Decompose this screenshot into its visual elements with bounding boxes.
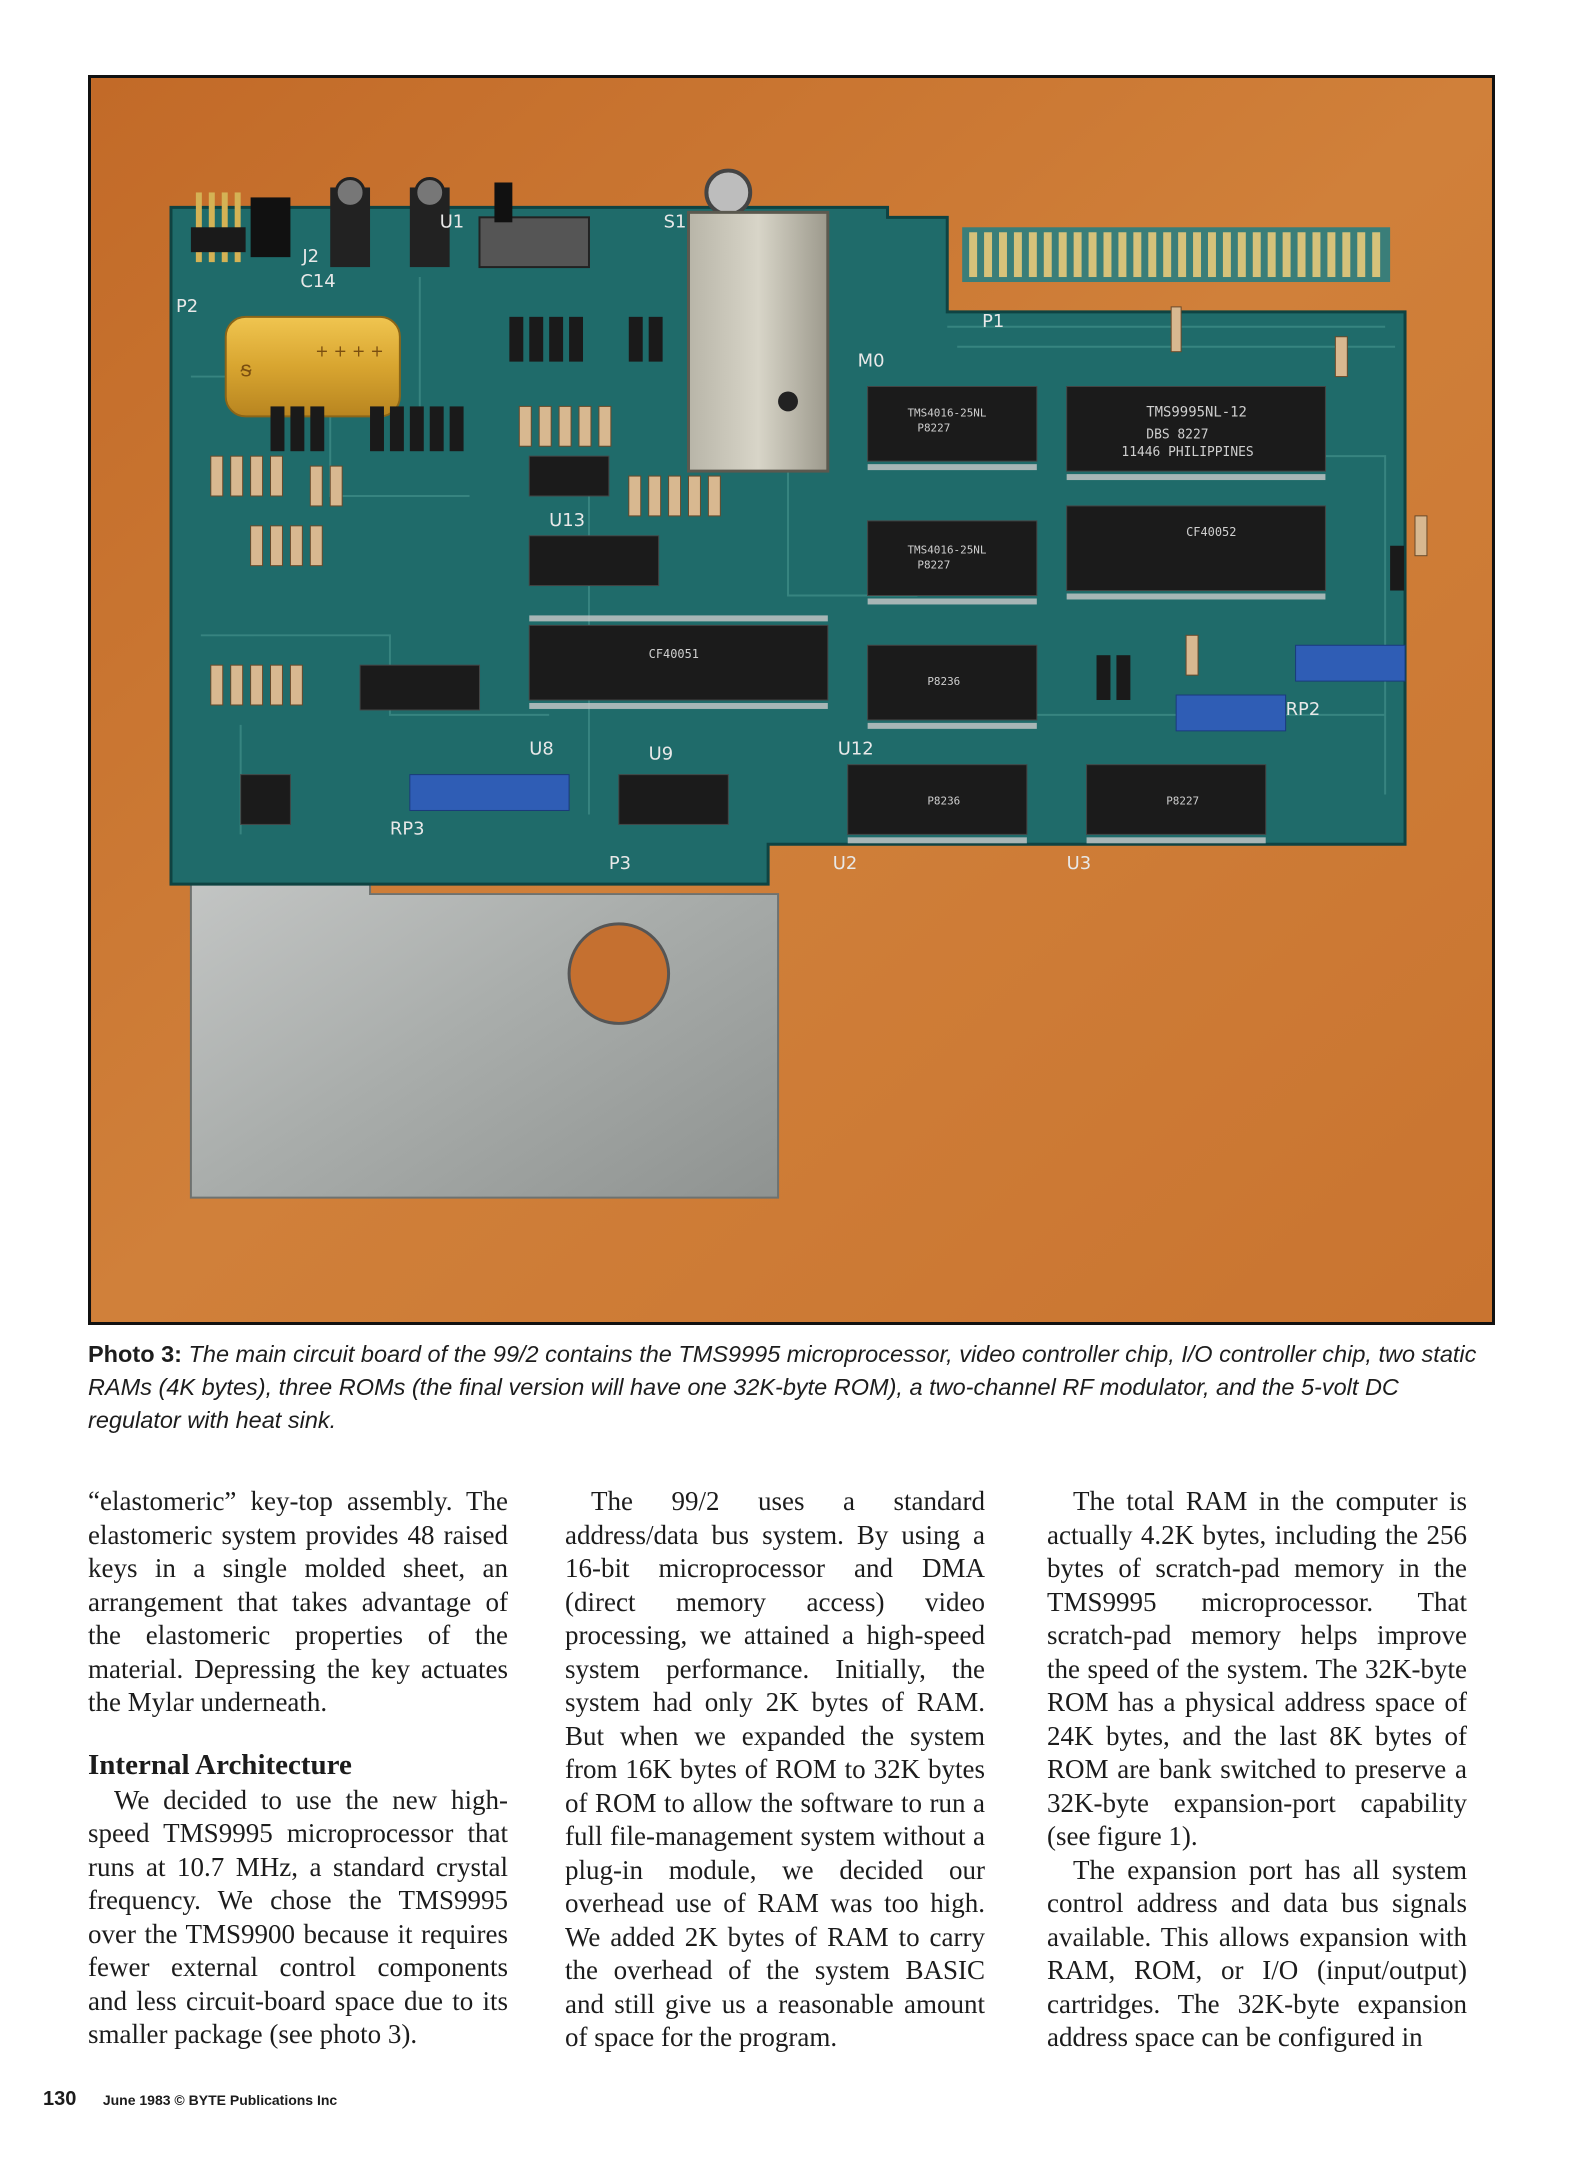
caption-text: The main circuit board of the 99/2 contains the TMS9995 microprocessor, video controller chip, I/O controller chip, two static RAMs (4K bytes), three ROMs (the final version will have one 32K-byte ROM), a two-channel RF modulator, and the 5-volt DC regulator with heat sink. (88, 1341, 1477, 1433)
svg-text:ᵴ: ᵴ (240, 357, 252, 383)
chip-label-ram1b: P8227 (917, 421, 951, 435)
silk-u8: U8 (529, 738, 554, 760)
chip-label-rom3: P8227 (1166, 794, 1200, 808)
section-heading: Internal Architecture (88, 1748, 352, 1781)
column-3-paragraph-1: The total RAM in the computer is actually 4.2K bytes, including the 256 bytes of scratch-pad memory in the TMS9995 microprocessor. That scratch-pad memory helps improve the speed of the system. The 32K-byte ROM has a physical address space of 24K bytes, and the last 8K bytes of ROM are bank switched to preserve a 32K-byte expansion-port capability (see figure 1). (1047, 1486, 1467, 1851)
electrolytic-capacitor (226, 317, 400, 417)
silk-p2: P2 (175, 295, 199, 317)
chip-label-ram2: TMS4016-25NL (907, 543, 987, 557)
silk-p1: P1 (982, 310, 1005, 332)
silk-u9: U9 (648, 743, 674, 765)
silk-m0: M0 (857, 350, 885, 372)
circuit-board-illustration (91, 78, 1492, 1322)
edge-connector (962, 227, 1390, 282)
chip-label-ram2b: P8227 (917, 558, 951, 572)
silk-rp3: RP3 (389, 818, 425, 840)
page-number: 130 (43, 2088, 77, 2110)
silk-c14: C14 (300, 270, 336, 292)
chip-label-dbs: DBS 8227 (1146, 427, 1209, 443)
circuit-board-photo (88, 75, 1495, 1325)
chip-label-cd2: CF40052 (1186, 524, 1237, 539)
caption-label: Photo 3: (88, 1341, 182, 1367)
page-footer (43, 2088, 337, 2111)
chip-label-philippines: 11446 PHILIPPINES (1121, 445, 1254, 461)
svg-text:+ + + +: + + + + (315, 341, 384, 361)
column-2-paragraph-1: The 99/2 uses a standard address/data bus system. By using a 16-bit microprocessor and DMA (direct memory access) video processing, we attained a high-speed system performance. Initially, the system had only 2K bytes of RAM. But when we expanded the system from 16K bytes of ROM to 32K bytes of ROM to allow the software to run a full file-management system without a plug-in module, we decided our overhead use of RAM was too high. We added 2K bytes of RAM to carry the overhead of the system BASIC and still give us a reasonable amount of space for the program. (565, 1486, 985, 2052)
column-1-paragraph-1: “elastomeric” key-top assembly. The elastomeric system provides 48 raised keys in a single molded sheet, an arrangement that takes advantage of the elastomeric properties of the material. Depressing the key actuates the Mylar underneath. (88, 1486, 508, 1717)
silk-u12: U12 (837, 738, 874, 760)
rf-modulator (688, 171, 827, 472)
silk-s1: S1 (663, 211, 687, 233)
text-column-3 (1047, 1485, 1467, 2055)
silk-p3: P3 (608, 853, 632, 875)
chip-label-tms9995: TMS9995NL-12 (1146, 404, 1247, 421)
chip-label-cd1: CF40051 (648, 647, 700, 662)
silk-j2: J2 (302, 246, 320, 268)
silk-rp2: RP2 (1285, 698, 1321, 720)
text-column-1 (88, 1485, 508, 2052)
silk-u1: U1 (439, 211, 465, 233)
column-1-paragraph-2: We decided to use the new high-speed TMS9995 microprocessor that runs at 10.7 MHz, a standard crystal frequency. We chose the TMS9995 over the TMS9900 because it requires fewer external control components and less circuit-board space due to its smaller package (see photo 3). (88, 1784, 508, 2049)
silk-u13: U13 (549, 509, 586, 531)
chip-label-ram1: TMS4016-25NL (907, 406, 987, 420)
silk-u2: U2 (832, 853, 858, 875)
silk-u3: U3 (1066, 853, 1092, 875)
column-3-paragraph-2: The expansion port has all system control address and data bus signals available. This allows expansion with RAM, ROM, or I/O (input/output) cartridges. The 32K-byte expansion address space can be configured in (1047, 1854, 1467, 2052)
publication-line: June 1983 © BYTE Publications Inc (102, 2092, 338, 2108)
chip-label-rom2: P8236 (927, 794, 961, 808)
photo-caption (88, 1338, 1498, 1437)
chip-label-rom1: P8236 (927, 675, 961, 689)
text-column-2 (565, 1485, 985, 2055)
